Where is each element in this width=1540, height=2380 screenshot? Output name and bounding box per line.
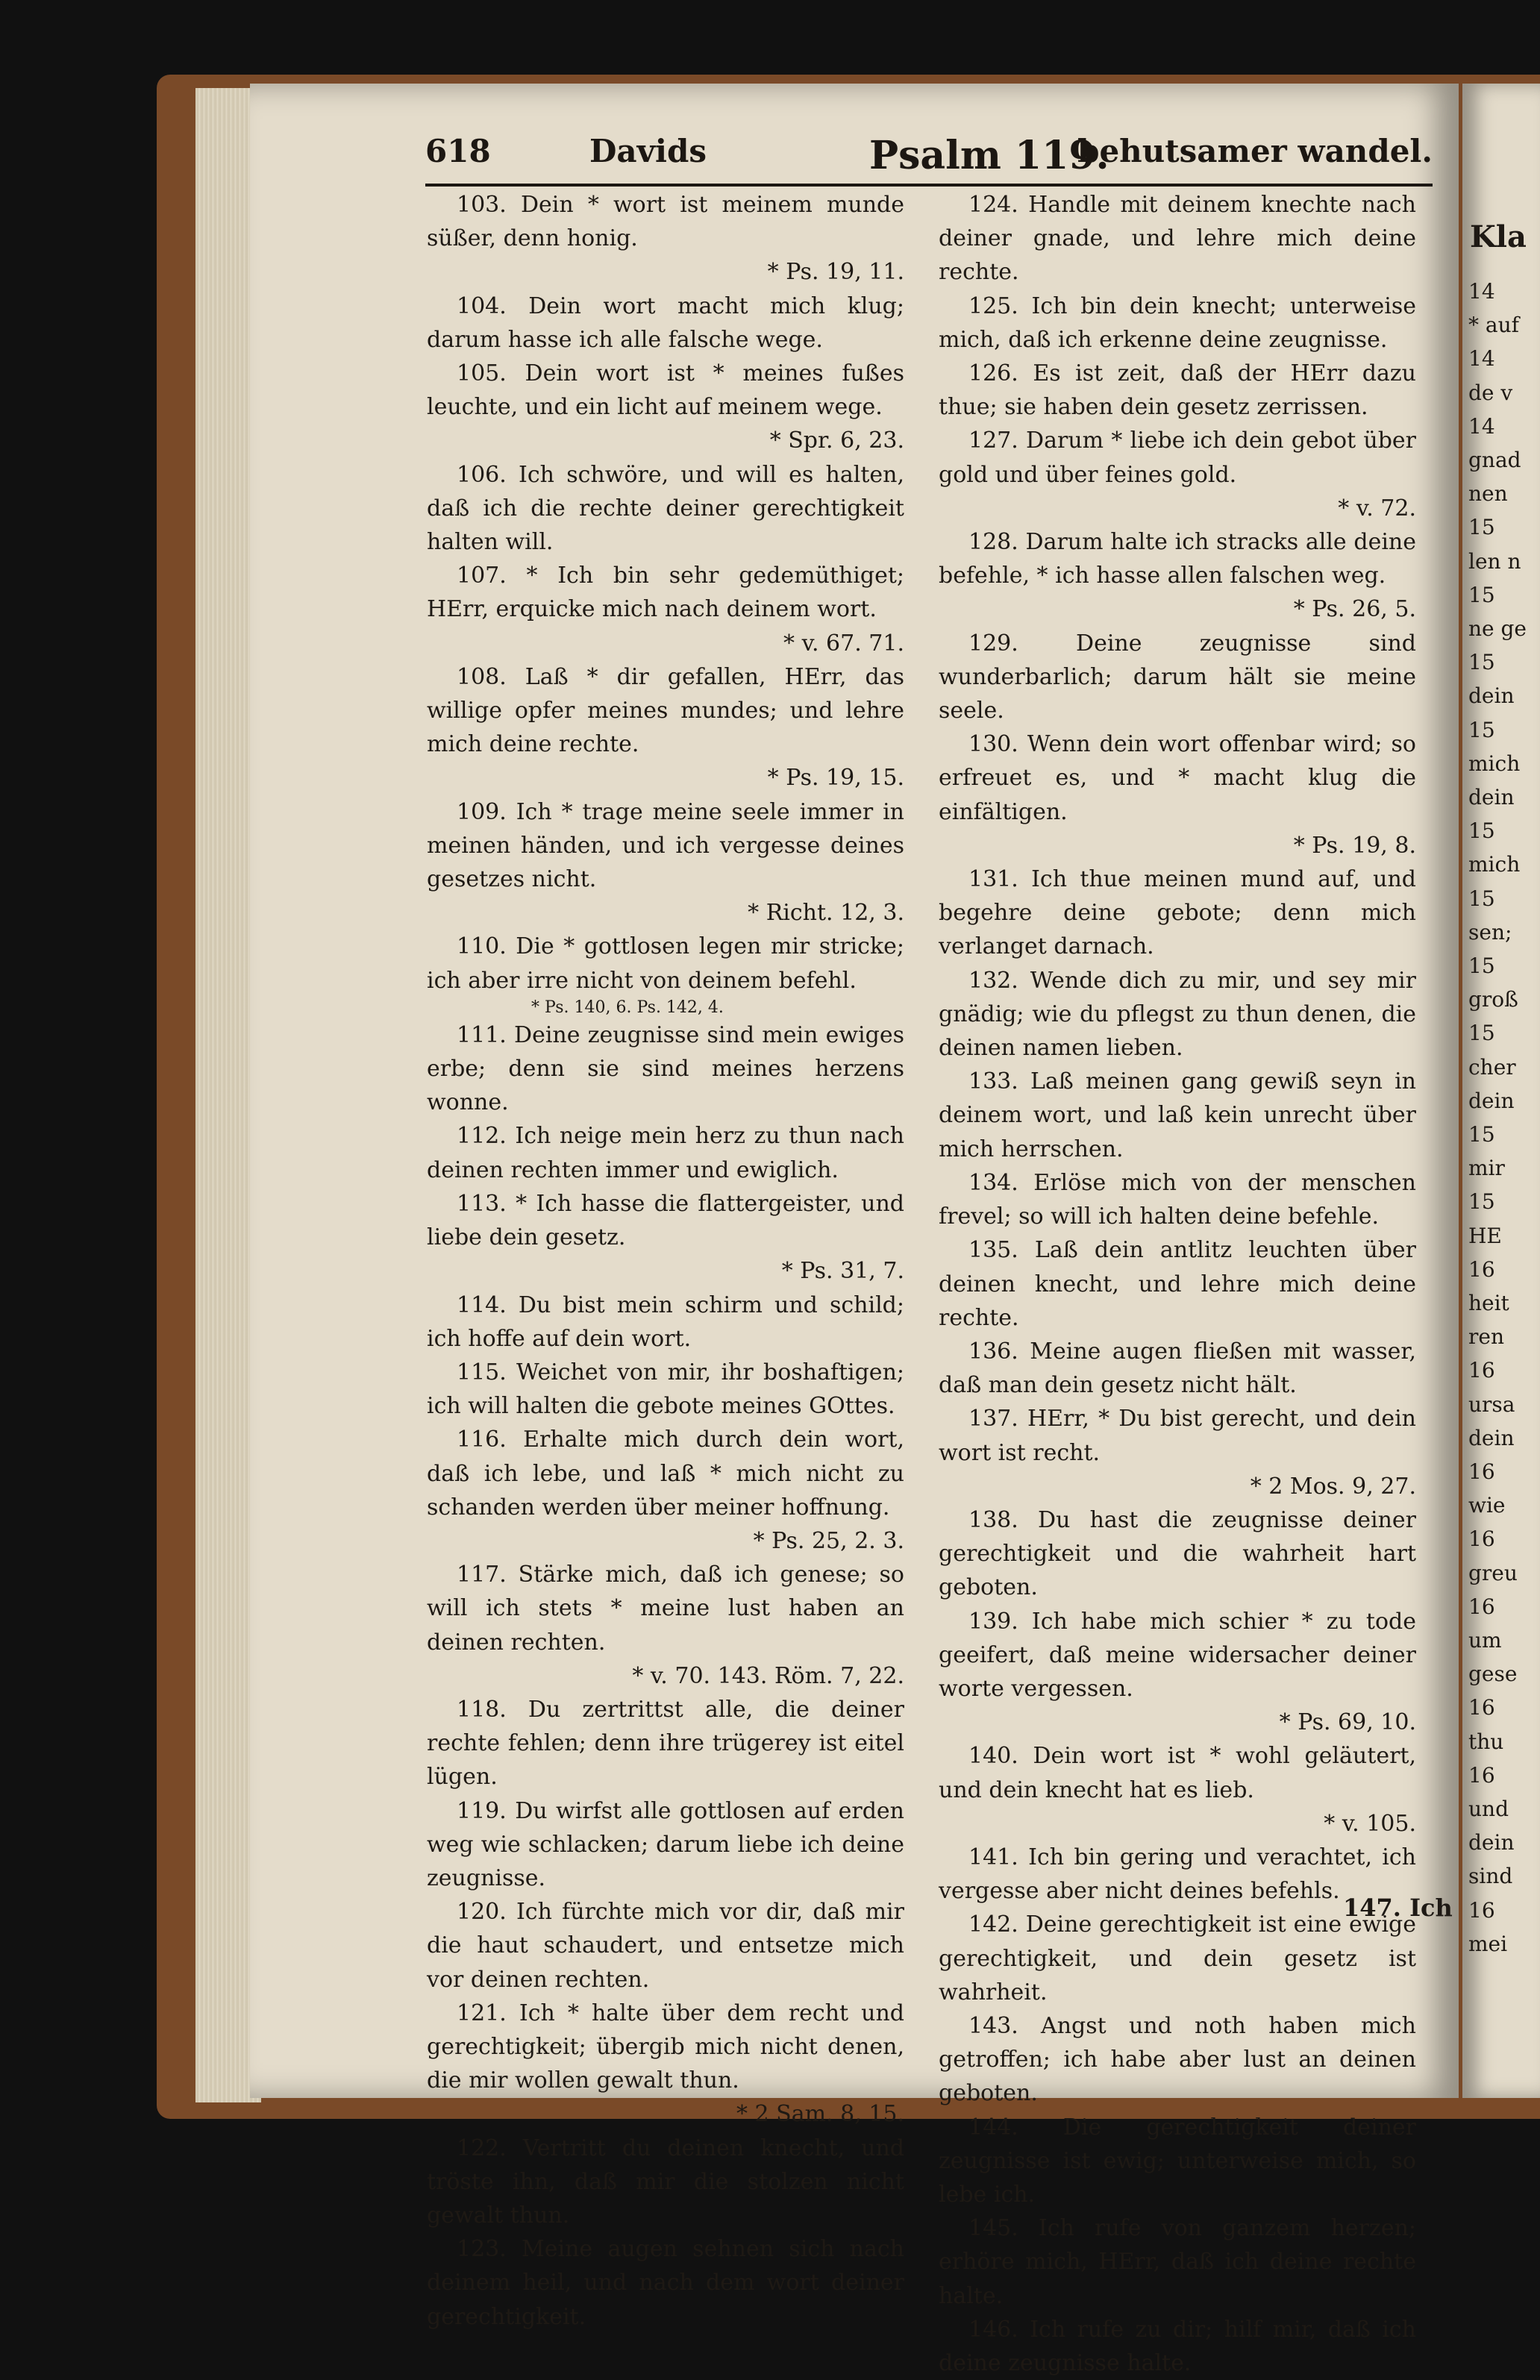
verse [939,1402,1416,1503]
next-page-line: gnad [1468,448,1521,472]
cross-reference: * 2 Mos. 9, 27. [1250,1473,1416,1500]
verse [427,1895,904,1997]
cross-reference: * Ps. 19, 8. [1293,832,1416,859]
next-page-line: 15 [1468,650,1495,675]
verse-text: 135. Laß dein antlitz leuchten über deinen knecht, und lehre mich deine rechte. [939,1237,1416,1331]
verse-text: 121. Ich * halte über dem recht und gerechtigkeit; übergib mich nicht denen, die mir wollen gewalt thun. [427,1999,904,2094]
left-column [427,188,904,2334]
cross-reference: * Ps. 69, 10. [1279,1709,1416,1736]
verse [939,1065,1416,1166]
verse [427,1119,904,1186]
next-page-line: len n [1468,548,1521,574]
next-page-line: ne ge [1468,616,1527,641]
next-page-line: HE [1468,1223,1502,1248]
verse-text: 143. Angst und noth haben mich getroffen; ich habe aber lust an deinen geboten. [939,2012,1416,2107]
next-page-line: 16 [1468,1594,1495,1619]
verse-text: 129. Deine zeugnisse sind wunderbarlich; darum hält sie meine seele. [939,630,1416,724]
verse [939,1605,1416,1740]
next-page-line: sind [1468,1864,1513,1889]
verse-text: 130. Wenn dein wort offenbar wird; so erfreuet es, und * macht klug die einfältigen. [939,731,1416,825]
verse [939,727,1416,862]
verse-text: 146. Ich rufe zu dir; hilf mir, daß ich deine zeugnisse halte. [939,2316,1416,2376]
next-page-line: ursa [1468,1391,1515,1417]
next-page-line: cher [1468,1054,1516,1080]
verse [939,1503,1416,1605]
verse [939,2313,1416,2380]
next-page-line: ren [1468,1324,1504,1350]
verse [939,1908,1416,2009]
next-page-line: mei [1468,1931,1508,1956]
verse [427,2232,904,2334]
next-page-line: 15 [1468,886,1495,911]
footnote: * Ps. 140, 6. Ps. 142, 4. [531,998,724,1017]
verse [427,1794,904,1896]
next-page-line: 15 [1468,1189,1495,1215]
verse [939,188,1416,289]
verse [939,1739,1416,1841]
verse-text: 113. * Ich hasse die flattergeister, und liebe dein gesetz. [427,1190,904,1251]
next-page-line: 16 [1468,1256,1495,1282]
verse-text: 137. HErr, * Du bist gerecht, und dein wort ist recht. [939,1406,1416,1466]
next-page-line: 16 [1468,1358,1495,1383]
verse-text: 133. Laß meinen gang gewiß seyn in deinem wort, und laß kein unrecht über mich herrschen. [939,1068,1416,1162]
header-rule [425,184,1433,187]
verse [427,1018,904,1120]
verse-text: 114. Du bist mein schirm und schild; ich hoffe auf dein wort. [427,1291,904,1352]
verse-text: 140. Dein wort ist * wohl geläutert, und dein knecht hat es lieb. [939,1743,1416,1803]
verse-text: 109. Ich * trage meine seele immer in meinen händen, und ich vergesse deines gesetzes nicht. [427,798,904,893]
cross-reference: * Ps. 19, 15. [767,765,904,792]
verse-text: 112. Ich neige mein herz zu thun nach deinen rechten immer und ewiglich. [427,1123,904,1183]
verse [427,2132,904,2233]
verse [939,964,1416,1065]
next-page-line: dein [1468,1830,1515,1856]
next-page-line: 15 [1468,717,1495,742]
verse-text: 141. Ich bin gering und verachtet, ich vergesse aber nicht deines befehls. [939,1844,1416,1905]
verse-text: 123. Meine augen sehnen sich nach deinem heil, und nach dem wort deiner gerechtigkeit. [427,2236,904,2330]
verse-text: 115. Weichet von mir, ihr boshaftigen; ich will halten die gebote meines GOttes. [427,1359,904,1420]
verse-text: 132. Wende dich zu mir, und sey mir gnädig; wie du pflegst zu thun denen, die deinen namen lieben. [939,967,1416,1062]
cross-reference: * Ps. 25, 2. 3. [753,1527,904,1554]
next-page-line: mir [1468,1156,1505,1181]
verse-text: 145. Ich rufe von ganzem herzen; erhöre mich, HErr, daß ich deine rechte halte. [939,2215,1416,2309]
cross-reference: * Ps. 19, 11. [767,259,904,286]
verse-text: 128. Darum halte ich stracks alle deine befehle, * ich hasse allen falschen weg. [939,529,1416,589]
verse-text: 106. Ich schwöre, und will es halten, daß ich die rechte deiner gerechtigkeit halten will. [427,461,904,556]
verse-text: 120. Ich fürchte mich vor dir, daß mir die haut schaudert, und entsetze mich vor deinen rechten. [427,1899,904,1993]
verse [427,1558,904,1693]
next-page-header: Kla [1470,219,1527,254]
catchword: 147. Ich [1343,1894,1453,1922]
verse-text: 110. Die * gottlosen legen mir stricke; ich aber irre nicht von deinem befehl. [427,933,904,994]
verse [939,1335,1416,1402]
cross-reference: * Ps. 26, 5. [1293,596,1416,623]
next-page-line: 16 [1468,1526,1495,1552]
verse [427,660,904,795]
verse-text: 126. Es ist zeit, daß der HErr dazu thue; sie haben dein gesetz zerrissen. [939,360,1416,421]
cross-reference: * Ps. 31, 7. [781,1258,904,1285]
cross-reference: * v. 67. 71. [783,630,904,657]
next-page-line: 15 [1468,1021,1495,1046]
next-page-line: dein [1468,1088,1515,1113]
page-header [425,133,1433,178]
next-page-line: 15 [1468,582,1495,607]
next-page-line: groß [1468,987,1518,1012]
page-number: 618 [425,133,491,169]
next-page-line: um [1468,1628,1502,1653]
next-page-line: 14 [1468,413,1495,439]
next-page-line: 16 [1468,1459,1495,1484]
cross-reference: * v. 105. [1324,1810,1416,1837]
verse [939,1166,1416,1233]
verse [939,424,1416,525]
next-page-line: dein [1468,785,1515,809]
verse [939,289,1416,357]
verse [939,1233,1416,1335]
verse [427,1997,904,2132]
next-page-line: 16 [1468,1762,1495,1788]
cross-reference: * v. 70. 143. Röm. 7, 22. [632,1662,904,1689]
next-page-line: 15 [1468,818,1495,844]
verse-text: 117. Stärke mich, daß ich genese; so will ich stets * meine lust haben an deinen rechten. [427,1562,904,1656]
next-page-line: 15 [1468,515,1495,540]
next-page-line: 16 [1468,1695,1495,1720]
next-page-line: thu [1468,1729,1504,1754]
next-page-line: 15 [1468,953,1495,978]
verse [427,930,904,1018]
verse [939,2211,1416,2313]
verse [939,2111,1416,2212]
verse-text: 122. Vertritt du deinen knecht, und tröste ihn, daß mir die stolzen nicht gewalt thun. [427,2135,904,2229]
next-page-fragment [1462,84,1540,2098]
running-title-left: Davids [589,133,707,169]
verse-text: 139. Ich habe mich schier * zu tode geeifert, daß meine widersacher deiner worte vergessen. [939,1608,1416,1702]
verse [427,188,904,289]
cross-reference: * 2 Sam. 8, 15. [736,2101,904,2128]
verse-text: 107. * Ich bin sehr gedemüthiget; HErr, erquicke mich nach deinem wort. [427,563,904,623]
verse-text: 116. Erhalte mich durch dein wort, daß ich lebe, und laß * mich nicht zu schanden werden über meiner hoffnung. [427,1427,904,1521]
next-page-line: greu [1468,1560,1518,1585]
cross-reference: * Spr. 6, 23. [769,428,904,454]
next-page-line: sen; [1468,919,1512,945]
verse-text: 104. Dein wort macht mich klug; darum hasse ich alle falsche wege. [427,292,904,353]
verse [939,862,1416,964]
verse-text: 111. Deine zeugnisse sind mein ewiges erbe; denn sie sind meines herzens wonne. [427,1021,904,1116]
verse-text: 144. Die gerechtigkeit deiner zeugnisse ist ewig; unterweise mich, so lebe ich. [939,2114,1416,2208]
next-page-line: de v [1468,380,1513,405]
verse-text: 136. Meine augen fließen mit wasser, daß man dein gesetz nicht hält. [939,1338,1416,1399]
next-page-line: 15 [1468,1122,1495,1147]
cross-reference: * v. 72. [1338,495,1416,522]
verse [427,458,904,560]
verse-text: 118. Du zertrittst alle, die deiner rechte fehlen; denn ihre trügerey ist eitel lügen. [427,1696,904,1791]
next-page-line: dein [1468,1425,1515,1450]
verse-text: 131. Ich thue meinen mund auf, und begehre deine gebote; denn mich verlanget darnach. [939,866,1416,960]
verse [427,1356,904,1423]
verse [939,525,1416,627]
next-page-line: 16 [1468,1897,1495,1923]
verse [939,2009,1416,2111]
verse-text: 125. Ich bin dein knecht; unterweise mich, daß ich erkenne deine zeugnisse. [939,292,1416,353]
next-page-line: dein [1468,683,1515,709]
next-page-line: nen [1468,481,1508,507]
next-page-line: gese [1468,1662,1518,1687]
verse [427,1693,904,1794]
next-page-line: mich [1468,852,1521,877]
next-page-line: * auf [1468,313,1519,338]
next-page-line: mich [1468,751,1521,776]
next-page-line: wie [1468,1493,1506,1518]
verse [427,559,904,660]
verse [427,795,904,930]
verse-text: 108. Laß * dir gefallen, HErr, das willige opfer meines mundes; und lehre mich deine rechte. [427,663,904,758]
verse [427,1288,904,1356]
verse-text: 138. Du hast die zeugnisse deiner gerechtigkeit und die wahrheit hart geboten. [939,1506,1416,1601]
verse-text: 142. Deine gerechtigkeit ist eine ewige gerechtigkeit, und dein gesetz ist wahrheit. [939,1911,1416,2005]
next-page-line: 14 [1468,279,1495,304]
verse [939,627,1416,728]
verse-text: 134. Erlöse mich von der menschen frevel; so will ich halten deine befehle. [939,1169,1416,1230]
verse-text: 105. Dein wort ist * meines fußes leuchte, und ein licht auf meinem wege. [427,360,904,421]
right-column [939,188,1416,2380]
verse-text: 103. Dein * wort ist meinem munde süßer, denn honig. [427,192,904,252]
next-page-line: 14 [1468,346,1495,372]
verse [939,357,1416,424]
next-page-line: und [1468,1797,1509,1821]
verse [427,1187,904,1288]
verse-text: 127. Darum * liebe ich dein gebot über gold und über feines gold. [939,428,1416,488]
next-page-line: heit [1468,1291,1509,1315]
verse-text: 119. Du wirfst alle gottlosen auf erden weg wie schlacken; darum liebe ich deine zeugnisse. [427,1797,904,1891]
verse [427,289,904,357]
verse [427,357,904,458]
verse [427,1423,904,1558]
running-title-right: behutsamer wandel. [1077,133,1433,169]
verse-text: 124. Handle mit deinem knechte nach deiner gnade, und lehre mich deine rechte. [939,192,1416,286]
cross-reference: * Richt. 12, 3. [748,900,904,927]
running-title-center: Psalm 119. [869,133,1109,178]
